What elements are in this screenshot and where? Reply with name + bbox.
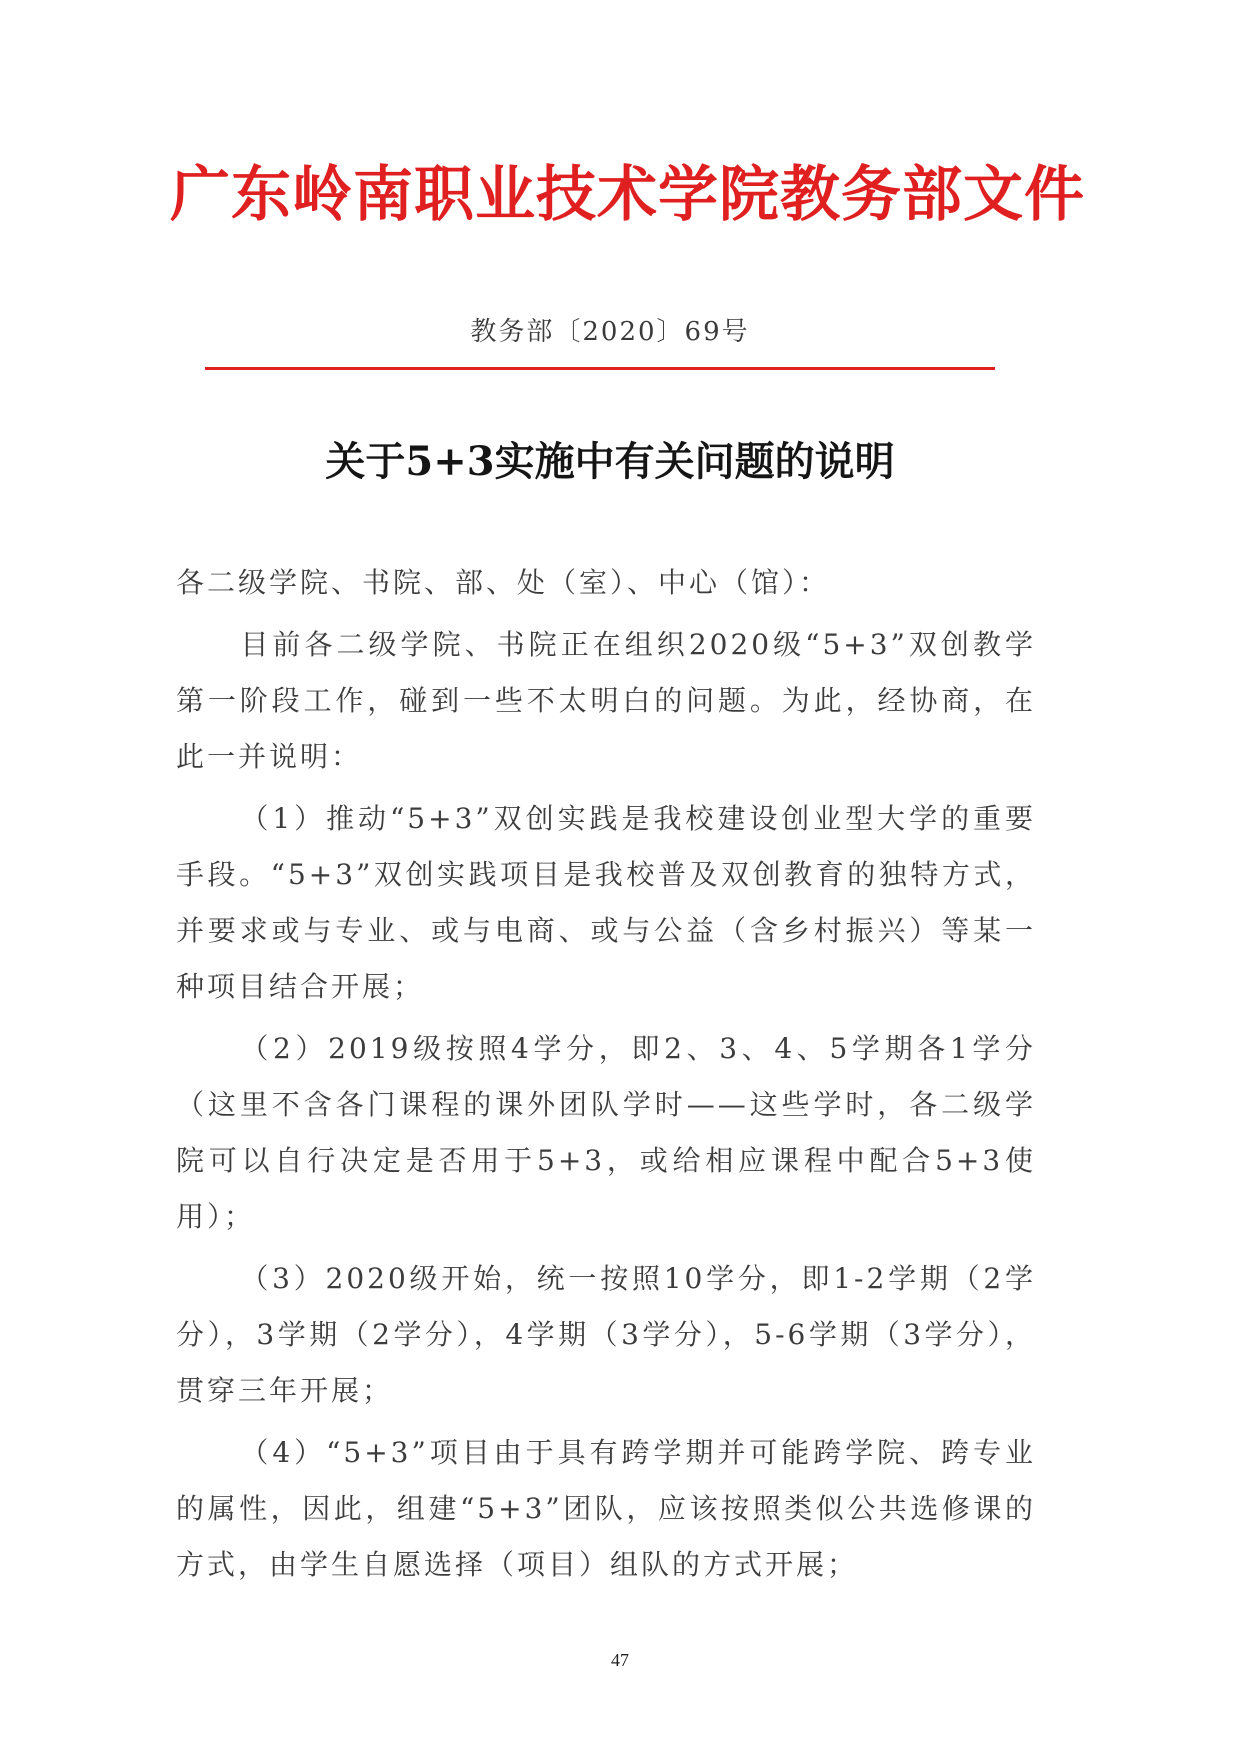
document-number: 教务部〔2020〕69号	[470, 317, 750, 347]
document-title: 关于5+3实施中有关问题的说明	[325, 438, 895, 485]
paragraph-item-4: （4）“5+3”项目由于具有跨学期并可能跨学院、跨专业的属性，因此，组建“5+3”团队，应该按照类似公共选修课的方式，由学生自愿选择（项目）组队的方式开展；	[176, 1436, 1036, 1581]
red-divider-line	[205, 367, 995, 370]
page-number: 47	[611, 1650, 629, 1670]
document-masthead: 广东岭南职业技术学院教务部文件	[170, 160, 1085, 230]
document-body	[176, 555, 1036, 1599]
paragraph-item-1: （1）推动“5+3”双创实践是我校建设创业型大学的重要手段。“5+3”双创实践项目是我校普及双创教育的独特方式，并要求或与专业、或与电商、或与公益（含乡村振兴）等某一种项目结合开展；	[176, 802, 1036, 1003]
paragraph-item-3: （3）2020级开始，统一按照10学分，即1-2学期（2学分），3学期（2学分），4学期（3学分），5-6学期（3学分），贯穿三年开展；	[176, 1262, 1036, 1407]
paragraph-item-2: （2）2019级按照4学分，即2、3、4、5学期各1学分（这里不含各门课程的课外团队学时——这些学时，各二级学院可以自行决定是否用于5+3，或给相应课程中配合5+3使用）；	[176, 1032, 1036, 1233]
salutation: 各二级学院、书院、部、处（室）、中心（馆）：	[176, 566, 831, 599]
paragraph-intro: 目前各二级学院、书院正在组织2020级“5+3”双创教学第一阶段工作，碰到一些不太明白的问题。为此，经协商，在此一并说明：	[176, 628, 1036, 773]
